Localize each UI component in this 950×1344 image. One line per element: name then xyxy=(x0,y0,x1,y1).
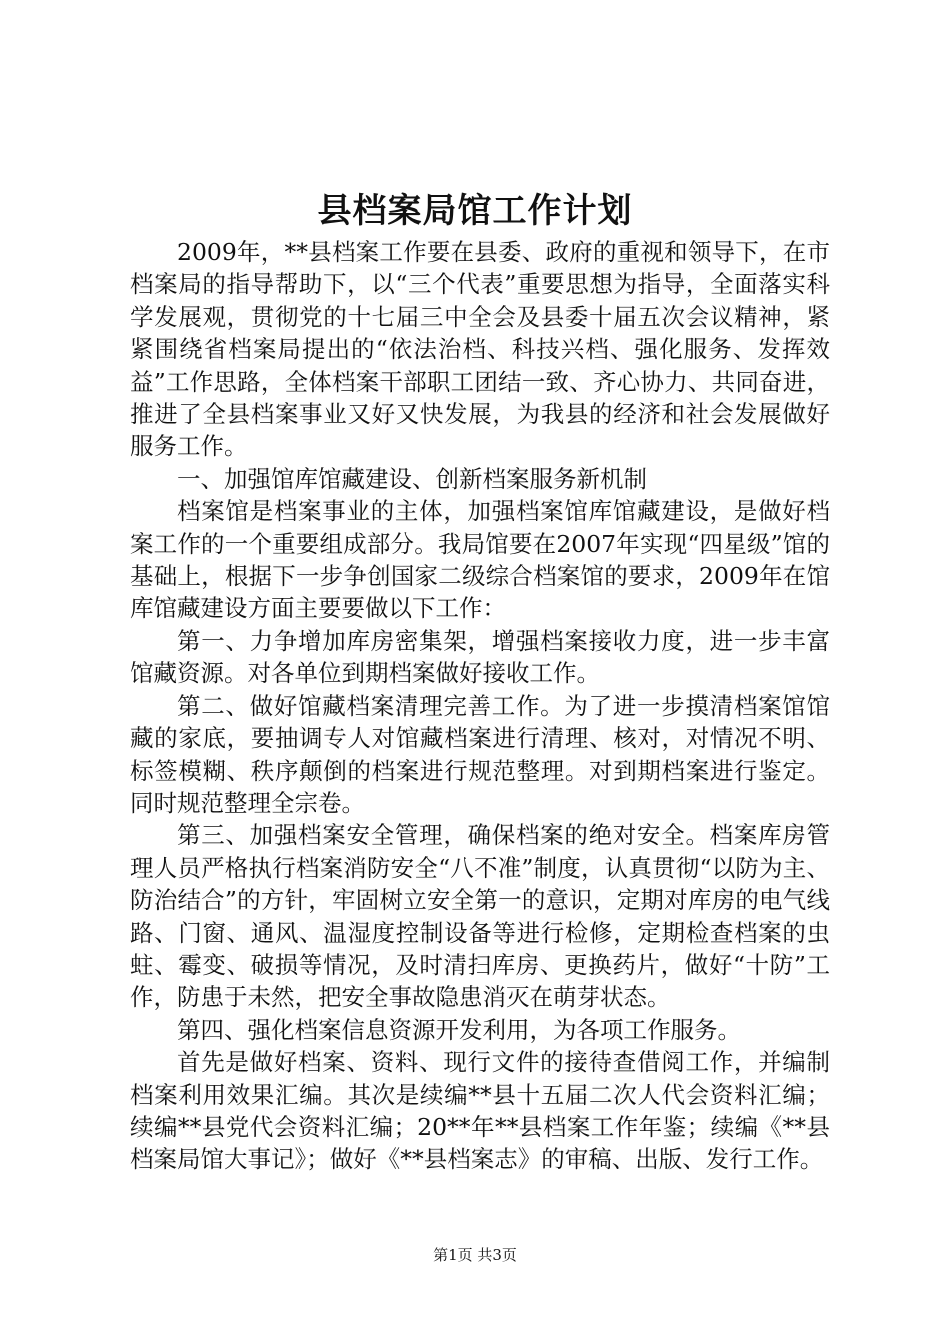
paragraph-item-3: 第三、加强档案安全管理，确保档案的绝对安全。档案库房管理人员严格执行档案消防安全“八不准”制度，认真贯彻“以防为主、防治结合”的方针，牢固树立安全第一的意识，定期对库房的电气线路、门窗、通风、温湿度控制设备等进行检修，定期检查档案的虫蛀、霉变、破损等情况，及时清扫库房、更换药片，做好“十防”工作，防患于未然，把安全事故隐患消灭在萌芽状态。 xyxy=(130,821,830,1012)
section-heading-1: 一、加强馆库馆藏建设、创新档案服务新机制 xyxy=(177,464,647,493)
paragraph-item-1: 第一、力争增加库房密集架，增强档案接收力度，进一步丰富馆藏资源。对各单位到期档案做好接收工作。 xyxy=(130,626,830,688)
paragraph-item-4-detail: 首先是做好档案、资料、现行文件的接待查借阅工作，并编制档案利用效果汇编。其次是续编**县十五届二次人代会资料汇编；续编**县党代会资料汇编；20**年**县档案工作年鉴；续编《**县档案局馆大事记》；做好《**县档案志》的审稿、出版、发行工作。 xyxy=(130,1048,830,1174)
paragraph-item-4: 第四、强化档案信息资源开发利用，为各项工作服务。 xyxy=(177,1015,741,1044)
paragraph-archive-building: 档案馆是档案事业的主体，加强档案馆库馆藏建设，是做好档案工作的一个重要组成部分。我局馆要在2007年实现“四星级”馆的基础上，根据下一步争创国家二级综合档案馆的要求，2009年在馆库馆藏建设方面主要要做以下工作： xyxy=(130,497,830,623)
paragraph-intro: 2009年，**县档案工作要在县委、政府的重视和领导下，在市档案局的指导帮助下，以“三个代表”重要思想为指导，全面落实科学发展观，贯彻党的十七届三中全会及县委十届五次会议精神，紧紧围绕省档案局提出的“依法治档、科技兴档、强化服务、发挥效益”工作思路，全体档案干部职工团结一致、齐心协力、共同奋进，推进了全县档案事业又好又快发展，为我县的经济和社会发展做好服务工作。 xyxy=(130,238,830,461)
document-title: 县档案局馆工作计划 xyxy=(317,191,633,231)
paragraph-item-2: 第二、做好馆藏档案清理完善工作。为了进一步摸清档案馆馆藏的家底，要抽调专人对馆藏档案进行清理、核对，对情况不明、标签模糊、秩序颠倒的档案进行规范整理。对到期档案进行鉴定。同时规范整理全宗卷。 xyxy=(130,691,830,817)
page-footer: 第1页 共3页 xyxy=(433,1246,517,1264)
document-body xyxy=(130,236,830,1176)
